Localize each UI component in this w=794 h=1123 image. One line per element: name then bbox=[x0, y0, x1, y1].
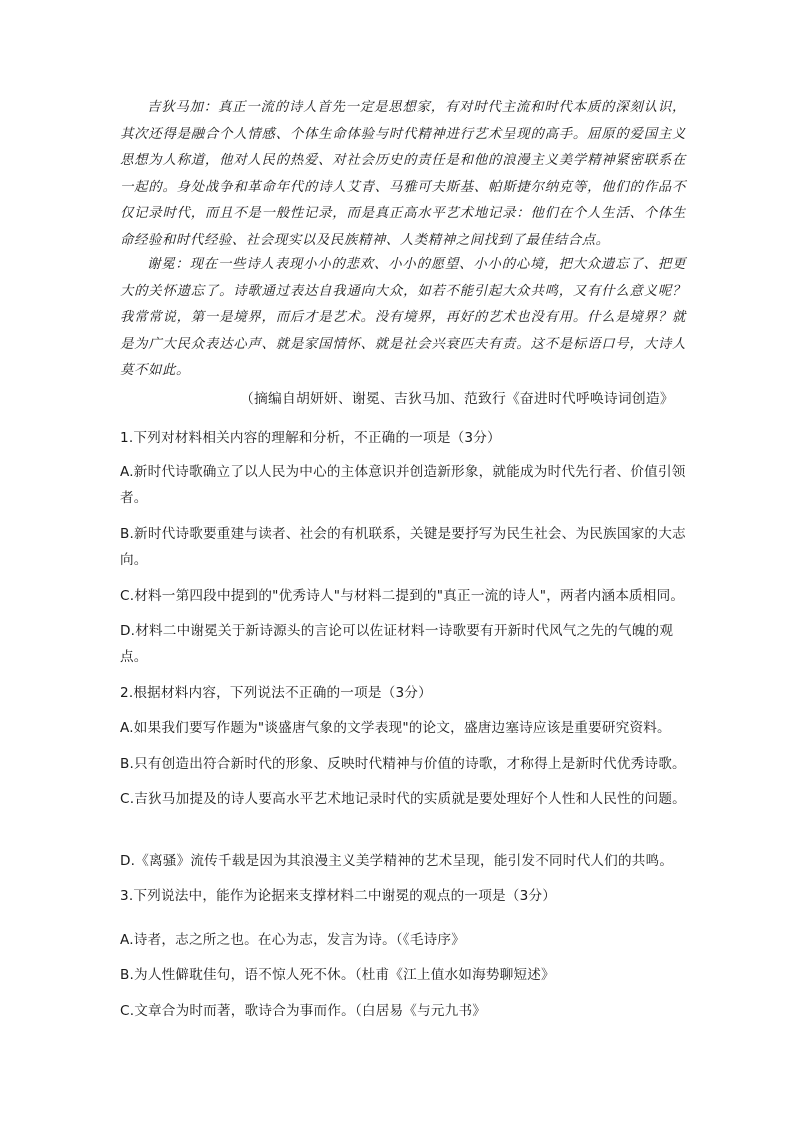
question-1-option-c: C.材料一第四段中提到的"优秀诗人"与材料二提到的"真正一流的诗人"，两者内涵本质相同。 bbox=[120, 588, 685, 604]
source-citation: （摘编自胡妍妍、谢冕、吉狄马加、范致行《奋进时代呼唤诗词创造》 bbox=[240, 391, 674, 407]
paragraph-xie-mian: 谢冕：现在一些诗人表现小小的悲欢、小小的愿望、小小的心境，把大众遗忘了、把更大的关怀遗忘了。诗歌通过表达自我通向大众，如若不能引起大众共鸣，又有什么意义呢？我常常说，第一是境界，而后才是艺术。没有境界，再好的艺术也没有用。什么是境界？就是为广大民众表达心声、就是家国情怀、就是社会兴衰匹夫有责。这不是标语口号，大诗人莫不如此。 bbox=[120, 257, 686, 379]
question-2-option-c: C.吉狄马加提及的诗人要高水平艺术地记录时代的实质就是要处理好个人性和人民性的问题。 bbox=[120, 791, 686, 807]
question-3-option-c: C.文章合为时而著，歌诗合为事而作。（白居易《与元九书》 bbox=[120, 1003, 487, 1019]
question-2-option-d: D.《离骚》流传千载是因为其浪漫主义美学精神的艺术呈现，能引发不同时代人们的共鸣。 bbox=[120, 853, 674, 869]
question-1-option-d: D.材料二中谢冕关于新诗源头的言论可以佐证材料一诗歌要有开新时代风气之先的气魄的观点。 bbox=[120, 623, 674, 665]
question-1-stem: 1.下列对材料相关内容的理解和分析，不正确的一项是（3分） bbox=[120, 430, 501, 446]
paragraph-jidi-majia: 吉狄马加：真正一流的诗人首先一定是思想家，有对时代主流和时代本质的深刻认识，其次还得是融合个人情感、个体生命体验与时代精神进行艺术呈现的高手。屈原的爱国主义思想为人称道，他对人民的热爱、对社会历史的责任是和他的浪漫主义美学精神紧密联系在一起的。身处战争和革命年代的诗人艾青、马雅可夫斯基、帕斯捷尔纳克等，他们的作品不仅记录时代，而且不是一般性记录，而是真正高水平艺术地记录：他们在个人生活、个体生命经验和时代经验、社会现实以及民族精神、人类精神之间找到了最佳结合点。 bbox=[120, 100, 686, 248]
question-1-option-b: B.新时代诗歌要重建与读者、社会的有机联系，关键是要抒写为民生社会、为民族国家的大志向。 bbox=[120, 526, 686, 568]
question-2-option-b: B.只有创造出符合新时代的形象、反映时代精神与价值的诗歌，才称得上是新时代优秀诗歌。 bbox=[120, 756, 686, 772]
question-3-option-a: A.诗者，志之所之也。在心为志，发言为诗。（《毛诗序》 bbox=[120, 932, 466, 948]
question-1-option-a: A.新时代诗歌确立了以人民为中心的主体意识并创造新形象，就能成为时代先行者、价值引领者。 bbox=[120, 464, 686, 506]
question-2-option-a: A.如果我们要写作题为"谈盛唐气象的文学表现"的论文，盛唐边塞诗应该是重要研究资料。 bbox=[120, 720, 671, 736]
question-3-stem: 3.下列说法中，能作为论据来支撑材料二中谢冕的观点的一项是（3分） bbox=[120, 888, 557, 904]
question-2-stem: 2.根据材料内容，下列说法不正确的一项是（3分） bbox=[120, 685, 432, 701]
question-3-option-b: B.为人性僻耽佳句，语不惊人死不休。（杜甫《江上值水如海势聊短述》 bbox=[120, 967, 555, 983]
